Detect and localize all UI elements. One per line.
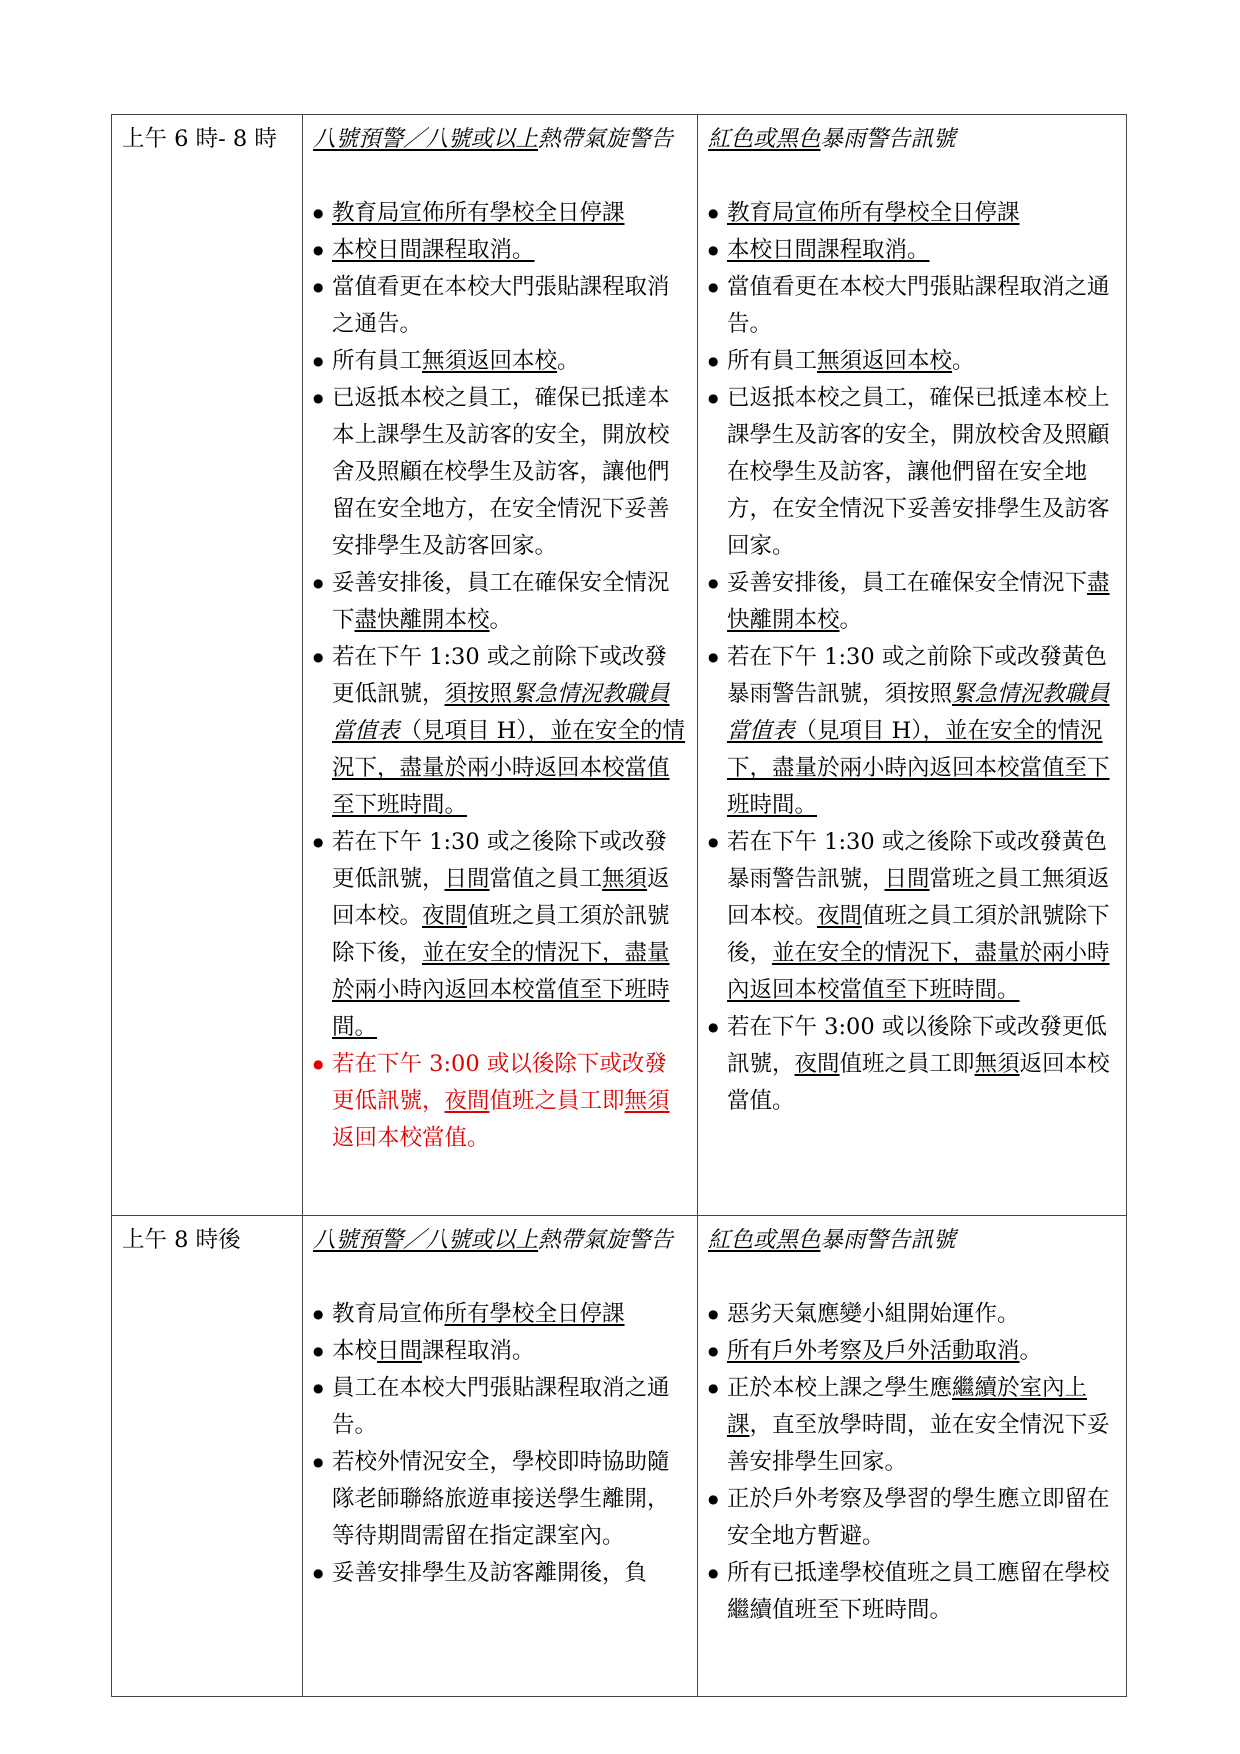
- table-row: [112, 1216, 1127, 1697]
- typhoon-cell: [303, 1216, 698, 1697]
- text: 妥善安排後，員工在確保安全情況下: [727, 570, 1088, 596]
- underlined-text: （見項目 H），並在安全的情況下，盡量於兩小時內返回本校當值至下班時間。: [727, 718, 1110, 818]
- underlined-text: 盡快離開本校: [727, 570, 1110, 633]
- weather-arrangement-table: [111, 114, 1127, 1697]
- list-item: [313, 232, 687, 269]
- list-item: [313, 639, 687, 824]
- text: 值班之員工須於訊號除下後，: [332, 903, 670, 966]
- underlined-text: 所有學校全日停課: [444, 1301, 625, 1327]
- text: ，直至放學時間，並在安全情況下妥善安排學生回家。: [727, 1412, 1110, 1475]
- text: 若在下午 1:30 或之前除下或改發更低訊號，: [332, 644, 667, 707]
- text: 當班之員工無須返回本校。: [727, 866, 1110, 929]
- text: 所有員工: [727, 348, 818, 374]
- text: 值班之員工即: [839, 1051, 975, 1077]
- underlined-text: 盡快離開本校: [354, 607, 490, 633]
- typhoon-bullet-list: [313, 1296, 687, 1592]
- header-rest: 熱帶氣旋警告: [538, 1227, 674, 1253]
- underlined-text: 緊急情況教職員當值表: [727, 681, 1110, 744]
- typhoon-cell: [303, 115, 698, 1216]
- underlined-text: 夜間: [422, 903, 468, 929]
- list-item: [708, 1555, 1116, 1629]
- text: 員工在本校大門張貼課程取消之通告。: [332, 1375, 670, 1438]
- underlined-text: 並在安全的情況下，盡量於兩小時內返回本校當值至下班時間。: [332, 940, 670, 1040]
- list-item: [708, 269, 1116, 343]
- list-item: [708, 380, 1116, 565]
- list-item: [708, 195, 1116, 232]
- text: 若在下午 3:00 或以後除下或改發更低訊號，: [727, 1014, 1107, 1077]
- text: 返回本校當值。: [332, 1125, 490, 1151]
- typhoon-header: [313, 1222, 687, 1259]
- text: 正於本校上課之學生應: [727, 1375, 953, 1401]
- text: 當值之員工: [489, 866, 603, 892]
- text: 若在下午 1:30 或之前除下或改發黃色暴雨警告訊號，須按照: [727, 644, 1107, 707]
- underlined-text: 教育局宣佈所有學校全日停課: [332, 200, 625, 226]
- text: 。: [1019, 1338, 1043, 1364]
- underlined-text: 無須: [624, 1088, 670, 1114]
- text: 若校外情況安全，學校即時協助隨隊老師聯絡旅遊車接送學生離開，等待期間需留在指定課室內。: [332, 1449, 670, 1549]
- text: 妥善安排學生及訪客離開後，負: [332, 1560, 648, 1586]
- text: 當值看更在本校大門張貼課程取消之通告。: [332, 274, 670, 337]
- list-item: [313, 1333, 687, 1370]
- underlined-text: 本校日間課程取消。: [332, 237, 535, 263]
- header-rest: 暴雨警告訊號: [820, 1227, 956, 1253]
- underlined-text: 無須返回本校: [422, 348, 558, 374]
- document-page: [111, 114, 1127, 1697]
- text: 所有員工: [332, 348, 423, 374]
- text: 。: [839, 607, 863, 633]
- rainstorm-bullet-list: [708, 195, 1116, 1120]
- text: 本校: [332, 1338, 378, 1364]
- underlined-text: 須按照: [444, 681, 513, 707]
- list-item: [708, 232, 1116, 269]
- list-item: [313, 565, 687, 639]
- underlined-text: 繼續於室內上課: [727, 1375, 1088, 1438]
- underlined-text: 所有戶外考察及戶外活動取消: [727, 1338, 1020, 1364]
- underlined-text: 夜間: [794, 1051, 840, 1077]
- underlined-text: 無須: [974, 1051, 1020, 1077]
- list-item: [708, 639, 1116, 824]
- underlined-text: 夜間: [817, 903, 863, 929]
- text: 值班之員工即: [489, 1088, 625, 1114]
- text: 教育局宣佈: [332, 1301, 445, 1327]
- text: 妥善安排後，員工在確保安全情況下: [332, 570, 670, 633]
- text: 值班之員工須於訊號除下後，: [727, 903, 1110, 966]
- text: 所有已抵達學校值班之員工應留在學校繼續值班至下班時間。: [727, 1560, 1110, 1623]
- text: 正於戶外考察及學習的學生應立即留在安全地方暫避。: [727, 1486, 1110, 1549]
- text: 返回本校當值。: [727, 1051, 1110, 1114]
- rainstorm-cell: [698, 115, 1127, 1216]
- rainstorm-header: [708, 1222, 1116, 1259]
- underlined-text: 教育局宣佈所有學校全日停課: [727, 200, 1020, 226]
- time-cell: [112, 115, 303, 1216]
- text: 課程取消。: [422, 1338, 535, 1364]
- list-item: [708, 824, 1116, 1009]
- underlined-text: 日間: [884, 866, 930, 892]
- header-underlined: 紅色或黑色: [708, 1227, 821, 1253]
- table-row: [112, 115, 1127, 1216]
- underlined-text: （見項目 H），並在安全的情況下，盡量於兩小時返回本校當值至下班時間。: [332, 718, 686, 818]
- header-rest: 熱帶氣旋警告: [538, 126, 674, 152]
- rainstorm-bullet-list: [708, 1296, 1116, 1629]
- underlined-text: 緊急情況教職員當值表: [332, 681, 670, 744]
- list-item: [313, 1046, 687, 1157]
- time-cell: [112, 1216, 303, 1697]
- text: 若在下午 3:00 或以後除下或改發更低訊號，: [332, 1051, 667, 1114]
- list-item: [313, 1444, 687, 1555]
- list-item: [708, 1333, 1116, 1370]
- list-item: [313, 1370, 687, 1444]
- list-item: [708, 565, 1116, 639]
- list-item: [708, 343, 1116, 380]
- underlined-text: 並在安全的情況下，盡量於兩小時內返回本校當值至下班時間。: [727, 940, 1110, 1003]
- list-item: [313, 824, 687, 1046]
- underlined-text: 夜間: [444, 1088, 490, 1114]
- underlined-text: 本校日間課程取消。: [727, 237, 930, 263]
- header-rest: 暴雨警告訊號: [820, 126, 956, 152]
- text: 。: [557, 348, 580, 374]
- list-item: [313, 269, 687, 343]
- list-item: [708, 1009, 1116, 1120]
- header-underlined: 八號預警／八號或以上: [313, 1227, 539, 1253]
- underlined-text: 無須返回本校: [817, 348, 953, 374]
- typhoon-bullet-list: [313, 195, 687, 1157]
- underlined-text: 日間: [444, 866, 490, 892]
- time-label: 上午 6 時- 8 時: [122, 126, 277, 152]
- rainstorm-header: [708, 121, 1116, 158]
- text: 若在下午 1:30 或之後除下或改發黃色暴雨警告訊號，: [727, 829, 1107, 892]
- text: 已返抵本校之員工，確保已抵達本本上課學生及訪客的安全，開放校舍及照顧在校學生及訪客，讓他們留在安全地方，在安全情況下妥善安排學生及訪客回家。: [332, 385, 670, 559]
- underlined-text: 無須: [602, 866, 648, 892]
- list-item: [708, 1370, 1116, 1481]
- list-item: [313, 1555, 687, 1592]
- list-item: [708, 1481, 1116, 1555]
- text: 。: [489, 607, 513, 633]
- text: 惡劣天氣應變小組開始運作。: [727, 1301, 1020, 1327]
- text: 當值看更在本校大門張貼課程取消之通告。: [727, 274, 1110, 337]
- list-item: [708, 1296, 1116, 1333]
- time-label: 上午 8 時後: [122, 1227, 241, 1253]
- text: 若在下午 1:30 或之後除下或改發更低訊號，: [332, 829, 667, 892]
- list-item: [313, 1296, 687, 1333]
- rainstorm-cell: [698, 1216, 1127, 1697]
- underlined-text: 日間: [377, 1338, 423, 1364]
- list-item: [313, 195, 687, 232]
- list-item: [313, 343, 687, 380]
- header-underlined: 紅色或黑色: [708, 126, 821, 152]
- header-underlined: 八號預警／八號或以上: [313, 126, 539, 152]
- text: 。: [952, 348, 975, 374]
- text: 已返抵本校之員工，確保已抵達本校上課學生及訪客的安全，開放校舍及照顧在校學生及訪客，讓他們留在安全地方，在安全情況下妥善安排學生及訪客回家。: [727, 385, 1110, 559]
- list-item: [313, 380, 687, 565]
- typhoon-header: [313, 121, 687, 158]
- text: 返回本校。: [332, 866, 670, 929]
